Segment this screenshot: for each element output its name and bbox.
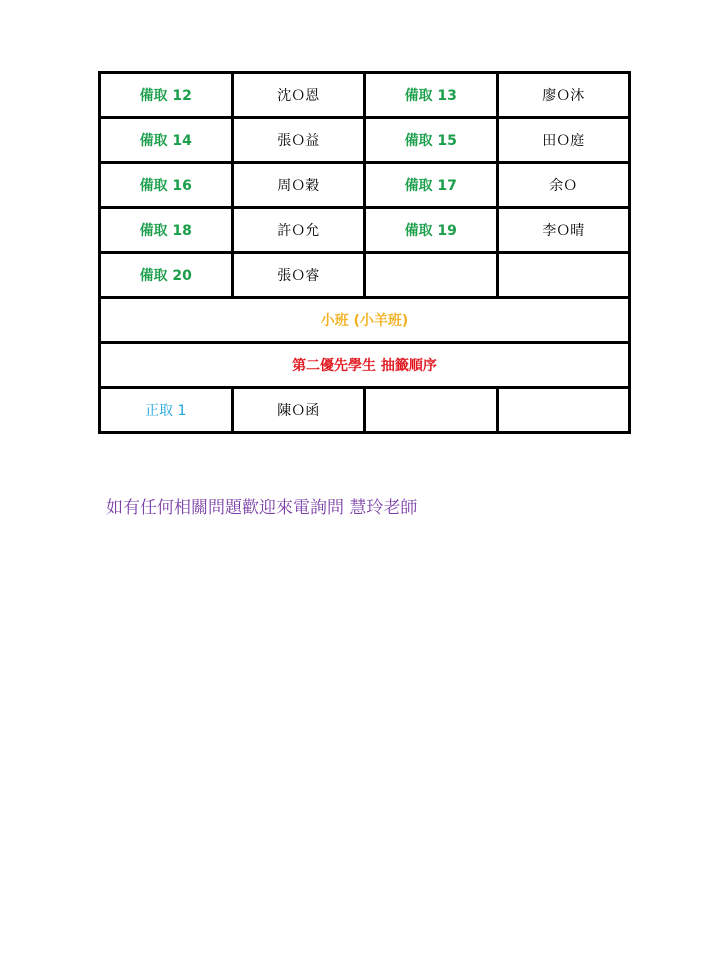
waitlist-label-cell: 備取 14 [100, 118, 233, 163]
lottery-roster-sheet [98, 71, 631, 434]
table-row [100, 118, 630, 163]
student-name-cell: 沈Ｏ恩 [232, 73, 365, 118]
table-row [100, 163, 630, 208]
waitlist-label-cell: 備取 16 [100, 163, 233, 208]
empty-name-cell [497, 253, 630, 298]
contact-note: 如有任何相關問題歡迎來電詢問 慧玲老師 [106, 498, 418, 518]
table-row [100, 388, 630, 433]
student-name-cell: 李Ｏ晴 [497, 208, 630, 253]
waitlist-label-cell: 備取 20 [100, 253, 233, 298]
student-name-cell: 余Ｏ [497, 163, 630, 208]
waitlist-label-cell: 備取 13 [365, 73, 498, 118]
student-name-cell: 周Ｏ穀 [232, 163, 365, 208]
student-name-cell: 田Ｏ庭 [497, 118, 630, 163]
table-row [100, 73, 630, 118]
student-name-cell: 張Ｏ睿 [232, 253, 365, 298]
table-row [100, 343, 630, 388]
waitlist-label-cell: 備取 17 [365, 163, 498, 208]
class-banner: 小班 (小羊班) [100, 298, 630, 343]
waitlist-label-cell: 備取 15 [365, 118, 498, 163]
table-row [100, 253, 630, 298]
admitted-label-cell: 正取 1 [100, 388, 233, 433]
empty-label-cell [365, 388, 498, 433]
waitlist-label-cell: 備取 18 [100, 208, 233, 253]
waitlist-label-cell: 備取 19 [365, 208, 498, 253]
priority-banner: 第二優先學生 抽籤順序 [100, 343, 630, 388]
lottery-roster-table [98, 71, 631, 434]
table-row [100, 298, 630, 343]
student-name-cell: 張Ｏ益 [232, 118, 365, 163]
student-name-cell: 陳Ｏ函 [232, 388, 365, 433]
student-name-cell: 許Ｏ允 [232, 208, 365, 253]
student-name-cell: 廖Ｏ沐 [497, 73, 630, 118]
empty-label-cell [365, 253, 498, 298]
waitlist-label-cell: 備取 12 [100, 73, 233, 118]
table-row [100, 208, 630, 253]
empty-name-cell [497, 388, 630, 433]
